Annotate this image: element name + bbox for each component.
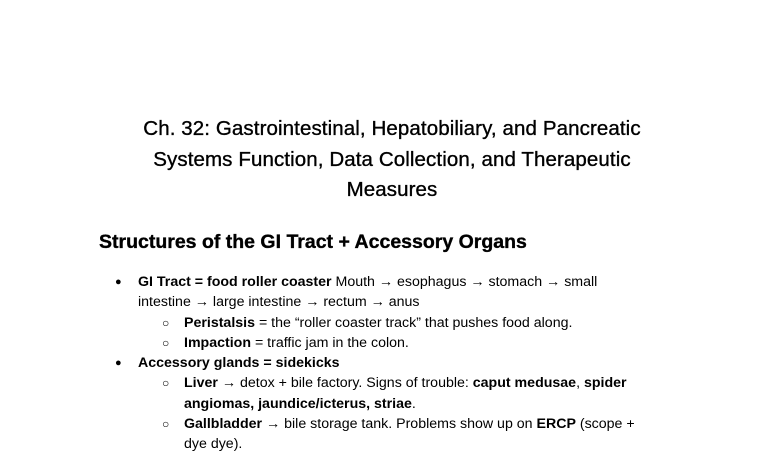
bullet-circle-icon: ○ bbox=[162, 315, 170, 330]
gallbladder-text-2: dye dye). bbox=[184, 436, 243, 453]
list-item-impaction bbox=[0, 333, 784, 353]
liver-text: → detox + bile factory. Signs of trouble: bbox=[217, 375, 473, 392]
liver-signs-line-2: angiomas, jaundice/icterus, striae bbox=[184, 395, 412, 412]
list-item-gi-tract bbox=[0, 272, 784, 292]
gallbladder-label: Gallbladder bbox=[184, 416, 263, 433]
liver-label: Liver bbox=[184, 375, 218, 392]
impaction-label: Impaction bbox=[184, 334, 252, 351]
bullet-disc-icon: ● bbox=[115, 276, 122, 288]
list-item-gallbladder bbox=[0, 414, 784, 434]
gi-tract-text-1: Mouth → esophagus → stomach → small bbox=[331, 274, 598, 290]
peristalsis-label: Peristalsis bbox=[184, 314, 255, 331]
section-heading: Structures of the GI Tract + Accessory Organs bbox=[99, 231, 527, 253]
list-item-gi-tract-cont bbox=[0, 292, 784, 312]
bullet-circle-icon: ○ bbox=[162, 376, 170, 391]
title-line-2: Systems Function, Data Collection, and Therapeutic bbox=[153, 147, 631, 171]
ercp-text: ERCP bbox=[536, 416, 576, 433]
bullet-disc-icon: ● bbox=[115, 357, 122, 370]
bullet-circle-icon: ○ bbox=[162, 417, 170, 432]
gi-tract-label: GI Tract = food roller coaster bbox=[138, 274, 332, 290]
caput-medusae: caput medusae bbox=[472, 375, 577, 392]
liver-comma: , bbox=[576, 375, 584, 392]
list-item-liver-cont bbox=[0, 394, 784, 414]
notes-list bbox=[0, 272, 784, 455]
list-item-accessory bbox=[0, 353, 784, 373]
gallbladder-text: → bile storage tank. Problems show up on bbox=[262, 416, 537, 433]
list-item-liver bbox=[0, 373, 784, 393]
page-title bbox=[60, 114, 724, 206]
liver-period: . bbox=[411, 395, 416, 412]
list-item-gallbladder-cont bbox=[0, 434, 784, 454]
gallbladder-tail: (scope + bbox=[575, 416, 635, 433]
list-item-peristalsis bbox=[0, 313, 784, 333]
spider-text: spider bbox=[583, 375, 627, 392]
impaction-text: = traffic jam in the colon. bbox=[251, 334, 409, 351]
title-line-3: Measures bbox=[346, 178, 438, 201]
peristalsis-text: = the “roller coaster track” that pushes food along. bbox=[255, 314, 573, 331]
accessory-label: Accessory glands = sidekicks bbox=[138, 355, 340, 372]
gi-tract-text-2: intestine → large intestine → rectum → anus bbox=[138, 294, 420, 311]
title-line-1: Ch. 32: Gastrointestinal, Hepatobiliary, and Pancreatic bbox=[143, 117, 641, 140]
bullet-circle-icon: ○ bbox=[162, 335, 170, 350]
